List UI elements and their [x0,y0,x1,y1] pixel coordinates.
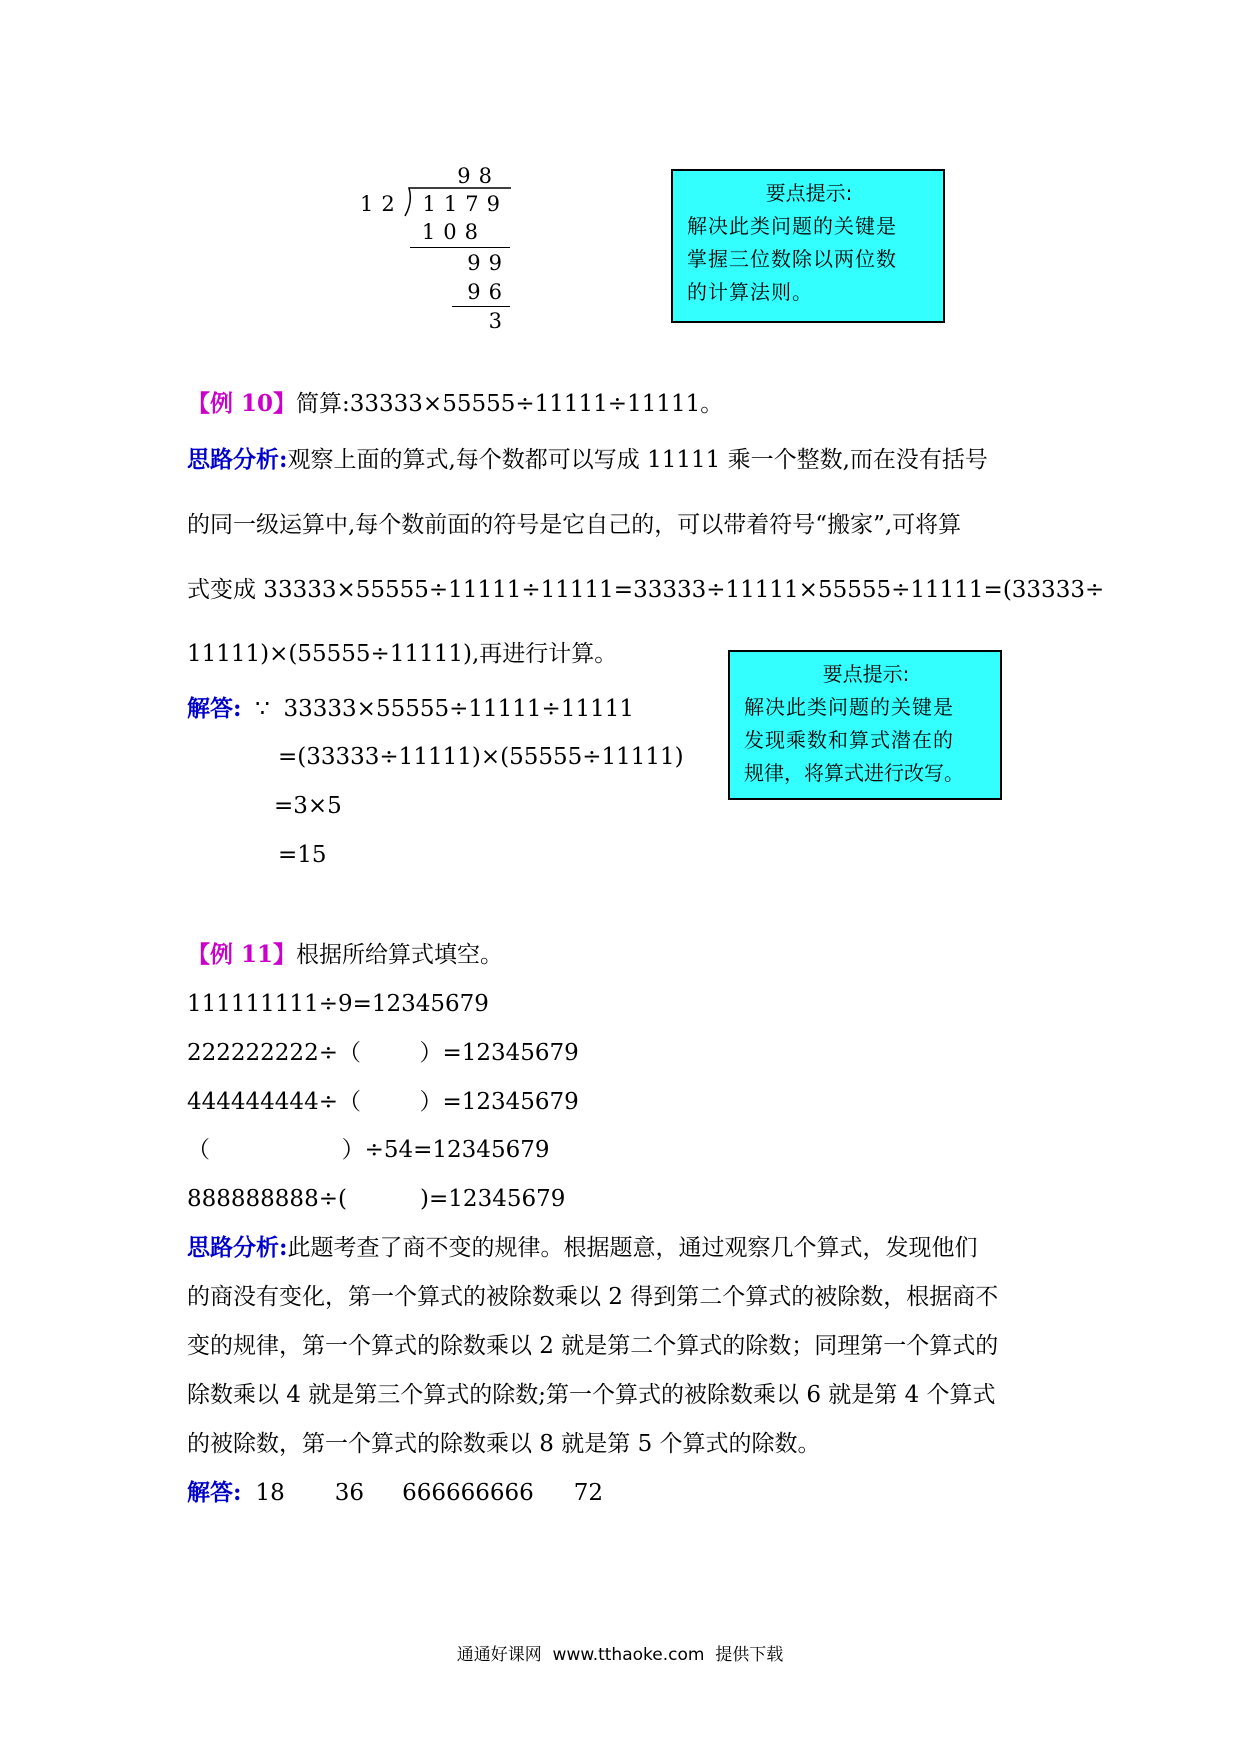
hint-line: 发现乘数和算式潜在的 [744,728,954,752]
answer-value: 36 [334,1480,365,1506]
answer-value: 18 [255,1480,285,1506]
example-10-label: 【例 10】 [187,390,297,417]
because-symbol: ∵ [255,696,270,722]
example-11-label: 【例 11】 [187,941,297,968]
answer-value: 72 [573,1480,604,1506]
division-line-2 [452,306,510,307]
example-11-answer [187,1478,603,1508]
step-99: 99 [467,251,510,275]
analysis-label: 思路分析: [187,1234,288,1261]
step-96: 96 [467,280,510,304]
hint-line: 解决此类问题的关键是 [744,695,954,719]
analysis-text: 观察上面的算式,每个数都可以写成 11111 乘一个整数,而在没有括号 [287,447,988,473]
example-10-answer-line-1 [187,694,634,724]
analysis-label: 思路分析: [187,446,288,473]
example-11-question: 根据所给算式填空。 [296,942,504,968]
example-10-analysis-line-1 [187,445,988,475]
equation-3: 444444444÷（ ）=12345679 [187,1089,579,1115]
example-11-analysis-line-3: 变的规律，第一个算式的除数乘以 2 就是第二个算式的除数；同理第一个算式的 [187,1333,999,1359]
answer-label: 解答: [187,695,242,722]
quotient: 98 [457,164,500,188]
divisor: 12 [360,192,403,216]
equation-1: 111111111÷9=12345679 [187,991,489,1017]
hint-box-2 [728,650,1002,800]
dividend: 1179 [422,192,508,216]
example-11-analysis-line-1 [187,1233,978,1263]
example-10-analysis-line-4: 11111)×(55555÷11111),再进行计算。 [187,641,618,667]
example-10-answer-line-3: =3×5 [274,793,342,819]
example-10-answer-line-4: =15 [278,842,327,868]
equation-5: 888888888÷( )=12345679 [187,1186,566,1212]
hint-line: 解决此类问题的关键是 [687,214,897,238]
hint-line: 掌握三位数除以两位数 [687,247,897,271]
equation-2: 222222222÷（ ）=12345679 [187,1040,579,1066]
hint-box-1 [671,169,945,323]
hint-line: 的计算法则。 [687,280,813,304]
example-11-analysis-line-5: 的被除数，第一个算式的除数乘以 8 就是第 5 个算式的除数。 [187,1431,821,1457]
example-10-heading [187,389,723,419]
hint-title: 要点提示: [765,181,853,205]
page-footer: 通通好课网 www.tthaoke.com 提供下载 [456,1645,784,1665]
division-line-1 [410,247,510,248]
answer-label: 解答: [187,1479,242,1506]
example-10-analysis-line-3: 式变成 33333×55555÷11111÷11111=33333÷11111×55555÷11111=(33333÷ [187,577,1105,603]
example-10-analysis-line-2: 的同一级运算中,每个数前面的符号是它自己的，可以带着符号“搬家”,可将算 [187,512,962,538]
remainder: 3 [488,309,510,333]
answer-step: 33333×55555÷11111÷11111 [283,696,634,722]
step-108: 108 [421,220,486,244]
answer-value: 666666666 [402,1480,534,1506]
analysis-text: 此题考查了商不变的规律。根据题意，通过观察几个算式，发现他们 [287,1235,978,1261]
equation-4: （ ）÷54=12345679 [187,1137,550,1163]
hint-title: 要点提示: [822,662,910,686]
example-10-question: 简算:33333×55555÷11111÷11111。 [296,391,724,417]
example-11-analysis-line-2: 的商没有变化，第一个算式的被除数乘以 2 得到第二个算式的被除数，根据商不 [187,1284,999,1310]
hint-line: 规律，将算式进行改写。 [744,761,964,785]
example-10-answer-line-2: =(33333÷11111)×(55555÷11111) [278,744,684,770]
example-11-analysis-line-4: 除数乘以 4 就是第三个算式的除数;第一个算式的被除数乘以 6 就是第 4 个算式 [187,1382,996,1408]
example-11-heading [187,940,503,970]
